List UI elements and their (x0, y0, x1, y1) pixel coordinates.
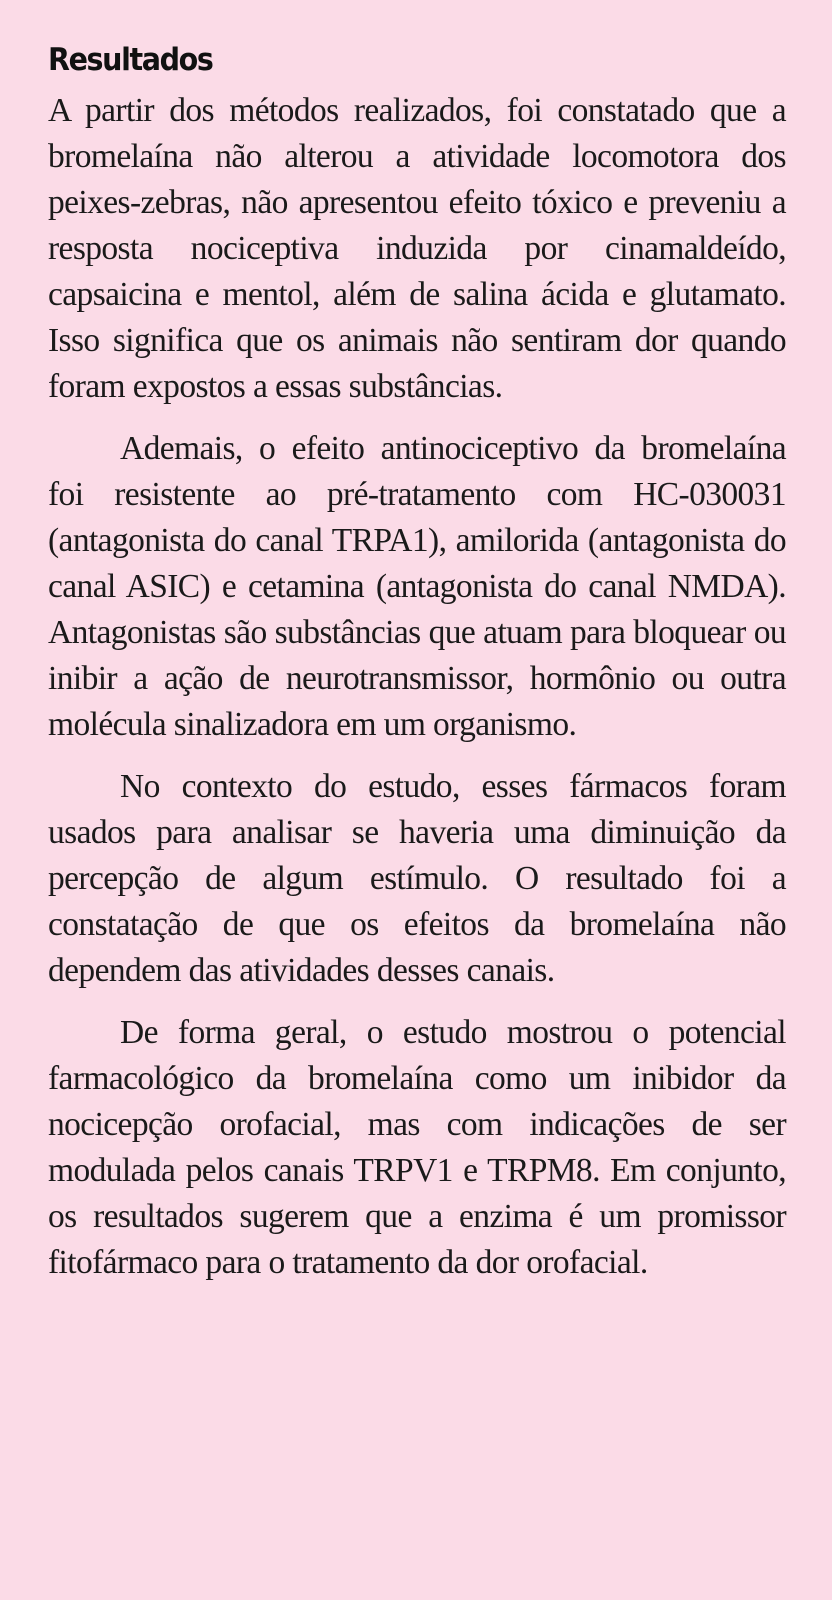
paragraph-1: A partir dos métodos realizados, foi constatado que a bromelaína não alterou a atividade locomotora dos peixes-zebras, não apresentou efeito tóxico e preveniu a resposta nociceptiva induzida por cinamaldeído, capsaicina e mentol, além de salina ácida e glutamato. Isso significa que os animais não sentiram dor quando foram expostos a essas substâncias. (48, 92, 786, 405)
paragraph-2: Ademais, o efeito antinociceptivo da bromelaína foi resistente ao pré-tratamento com HC-030031 (antagonista do canal TRPA1), amilorida (antagonista do canal ASIC) e cetamina (antagonista do canal NMDA). Antagonistas são substâncias que atuam para bloquear ou inibir a ação de neurotransmissor, hormônio ou outra molécula sinalizadora em um organismo. (48, 430, 786, 743)
paragraph-4: De forma geral, o estudo mostrou o potencial farmacológico da bromelaína como um inibidor da nocicepção orofacial, mas com indicações de ser modulada pelos canais TRPV1 e TRPM8. Em conjunto, os resultados sugerem que a enzima é um promissor fitofármaco para o tratamento da dor orofacial. (48, 1014, 786, 1281)
section-title: Resultados (48, 42, 213, 78)
paragraph-3: No contexto do estudo, esses fármacos foram usados para analisar se haveria uma diminuição da percepção de algum estímulo. O resultado foi a constatação de que os efeitos da bromelaína não dependem das atividades desses canais. (48, 768, 786, 989)
